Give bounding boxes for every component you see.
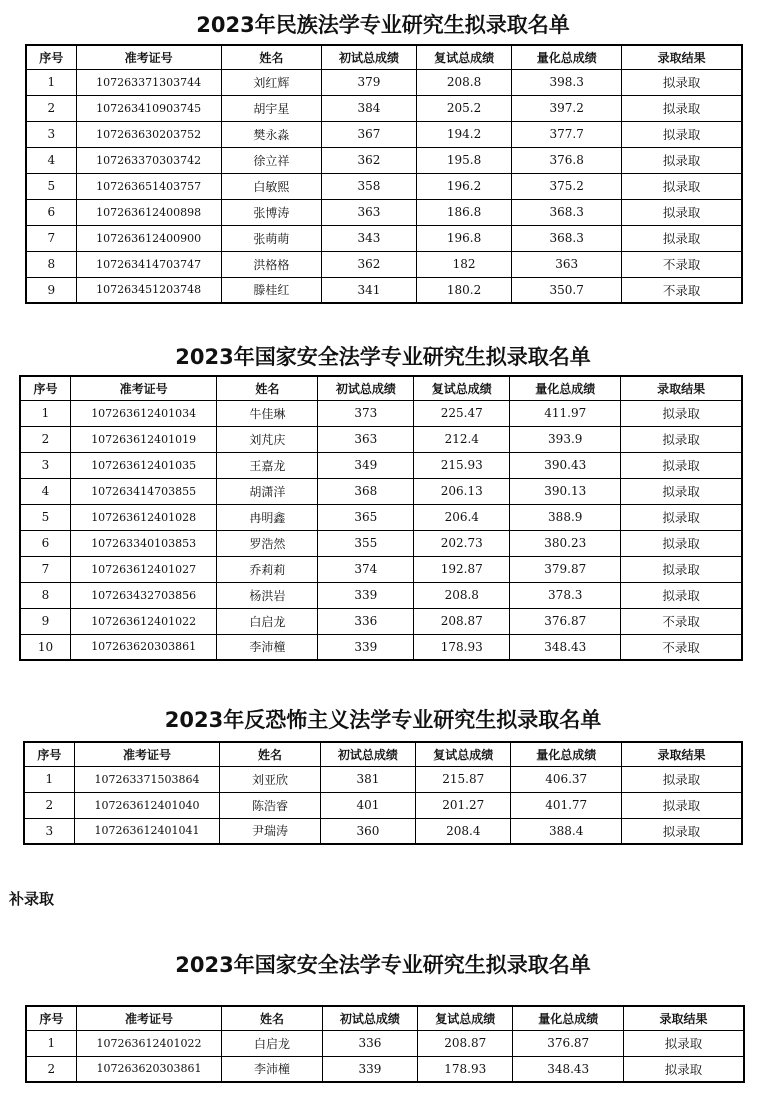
cell-prelim-score: 373 — [318, 400, 414, 426]
table-row — [26, 95, 742, 121]
cell-exam-id: 107263651403757 — [76, 173, 221, 199]
cell-name: 刘芃庆 — [217, 426, 318, 452]
header-prelim-score: 初试总成绩 — [322, 1006, 417, 1030]
cell-seq: 2 — [26, 95, 76, 121]
supplement-label: 补录取 — [9, 890, 55, 908]
section-1-table — [25, 44, 743, 304]
cell-exam-id: 107263620303861 — [70, 634, 216, 660]
cell-total-score: 401.77 — [511, 792, 621, 818]
cell-retest-score: 195.8 — [417, 147, 512, 173]
cell-prelim-score: 363 — [318, 426, 414, 452]
header-seq: 序号 — [26, 1006, 76, 1030]
cell-result: 不录取 — [621, 608, 742, 634]
cell-retest-score: 192.87 — [414, 556, 510, 582]
table-row — [26, 199, 742, 225]
cell-result: 拟录取 — [621, 582, 742, 608]
cell-exam-id: 107263451203748 — [76, 277, 221, 303]
cell-name: 张博涛 — [221, 199, 321, 225]
table-row — [26, 173, 742, 199]
cell-exam-id: 107263414703747 — [76, 251, 221, 277]
cell-exam-id: 107263612401019 — [70, 426, 216, 452]
cell-retest-score: 178.93 — [414, 634, 510, 660]
cell-seq: 5 — [26, 173, 76, 199]
cell-name: 罗浩然 — [217, 530, 318, 556]
cell-result: 不录取 — [622, 251, 742, 277]
cell-retest-score: 194.2 — [417, 121, 512, 147]
cell-exam-id: 107263612401034 — [70, 400, 216, 426]
table-row — [20, 504, 742, 530]
cell-prelim-score: 339 — [322, 1056, 417, 1082]
table-header-row — [26, 45, 742, 69]
cell-name: 白敏熙 — [221, 173, 321, 199]
cell-prelim-score: 367 — [321, 121, 416, 147]
section-1-title: 2023年民族法学专业研究生拟录取名单 — [196, 13, 570, 37]
cell-total-score: 390.43 — [510, 452, 621, 478]
cell-seq: 8 — [20, 582, 70, 608]
cell-total-score: 397.2 — [512, 95, 622, 121]
header-total-score: 量化总成绩 — [512, 45, 622, 69]
cell-total-score: 368.3 — [512, 225, 622, 251]
cell-result: 拟录取 — [621, 792, 742, 818]
header-name: 姓名 — [220, 742, 320, 766]
section-3-title: 2023年反恐怖主义法学专业研究生拟录取名单 — [164, 708, 602, 732]
cell-result: 拟录取 — [622, 225, 742, 251]
cell-seq: 1 — [26, 1030, 76, 1056]
cell-exam-id: 107263414703855 — [70, 478, 216, 504]
cell-retest-score: 202.73 — [414, 530, 510, 556]
cell-retest-score: 225.47 — [414, 400, 510, 426]
cell-exam-id: 107263612401041 — [74, 818, 220, 844]
cell-seq: 9 — [26, 277, 76, 303]
table-header-row — [24, 742, 742, 766]
table-row — [26, 147, 742, 173]
cell-seq: 8 — [26, 251, 76, 277]
cell-result: 拟录取 — [621, 478, 742, 504]
cell-prelim-score: 339 — [318, 634, 414, 660]
cell-prelim-score: 363 — [321, 199, 416, 225]
cell-exam-id: 107263612401022 — [70, 608, 216, 634]
cell-result: 拟录取 — [621, 504, 742, 530]
cell-seq: 7 — [20, 556, 70, 582]
header-result: 录取结果 — [623, 1006, 744, 1030]
header-name: 姓名 — [221, 45, 321, 69]
cell-exam-id: 107263612400898 — [76, 199, 221, 225]
cell-prelim-score: 339 — [318, 582, 414, 608]
cell-name: 白启龙 — [217, 608, 318, 634]
table-row — [24, 792, 742, 818]
cell-total-score: 379.87 — [510, 556, 621, 582]
cell-total-score: 376.8 — [512, 147, 622, 173]
cell-result: 拟录取 — [621, 530, 742, 556]
cell-result: 拟录取 — [622, 147, 742, 173]
cell-exam-id: 107263612400900 — [76, 225, 221, 251]
cell-prelim-score: 355 — [318, 530, 414, 556]
cell-result: 拟录取 — [621, 452, 742, 478]
table-row — [20, 634, 742, 660]
cell-exam-id: 107263612401027 — [70, 556, 216, 582]
table-row — [26, 121, 742, 147]
cell-exam-id: 107263340103853 — [70, 530, 216, 556]
cell-retest-score: 212.4 — [414, 426, 510, 452]
cell-result: 拟录取 — [621, 818, 742, 844]
header-total-score: 量化总成绩 — [513, 1006, 623, 1030]
cell-prelim-score: 360 — [320, 818, 415, 844]
cell-prelim-score: 336 — [322, 1030, 417, 1056]
table-row — [20, 556, 742, 582]
cell-prelim-score: 341 — [321, 277, 416, 303]
cell-result: 拟录取 — [622, 121, 742, 147]
section-2-table — [19, 375, 743, 661]
cell-name: 李沛橦 — [217, 634, 318, 660]
header-total-score: 量化总成绩 — [511, 742, 621, 766]
cell-name: 杨洪岩 — [217, 582, 318, 608]
cell-retest-score: 208.87 — [418, 1030, 513, 1056]
cell-retest-score: 208.87 — [414, 608, 510, 634]
cell-result: 拟录取 — [622, 95, 742, 121]
cell-total-score: 388.4 — [511, 818, 621, 844]
cell-exam-id: 107263612401040 — [74, 792, 220, 818]
header-result: 录取结果 — [621, 376, 742, 400]
cell-name: 乔莉莉 — [217, 556, 318, 582]
header-seq: 序号 — [24, 742, 74, 766]
cell-name: 白启龙 — [222, 1030, 322, 1056]
cell-name: 陈浩睿 — [220, 792, 320, 818]
cell-prelim-score: 362 — [321, 251, 416, 277]
cell-result: 拟录取 — [621, 766, 742, 792]
cell-result: 拟录取 — [622, 173, 742, 199]
cell-seq: 5 — [20, 504, 70, 530]
header-exam-id: 准考证号 — [76, 1006, 222, 1030]
cell-exam-id: 107263620303861 — [76, 1056, 222, 1082]
cell-result: 拟录取 — [622, 199, 742, 225]
section-2-title: 2023年国家安全法学专业研究生拟录取名单 — [175, 345, 591, 369]
cell-retest-score: 215.93 — [414, 452, 510, 478]
header-exam-id: 准考证号 — [76, 45, 221, 69]
cell-total-score: 388.9 — [510, 504, 621, 530]
cell-seq: 6 — [26, 199, 76, 225]
cell-total-score: 377.7 — [512, 121, 622, 147]
cell-seq: 2 — [20, 426, 70, 452]
cell-result: 拟录取 — [621, 426, 742, 452]
table-row — [20, 608, 742, 634]
cell-retest-score: 206.13 — [414, 478, 510, 504]
table-row — [26, 251, 742, 277]
table-header-row — [20, 376, 742, 400]
cell-name: 刘亚欣 — [220, 766, 320, 792]
cell-seq: 9 — [20, 608, 70, 634]
header-result: 录取结果 — [622, 45, 742, 69]
cell-retest-score: 180.2 — [417, 277, 512, 303]
cell-result: 拟录取 — [622, 69, 742, 95]
cell-name: 洪格格 — [221, 251, 321, 277]
header-exam-id: 准考证号 — [74, 742, 220, 766]
cell-total-score: 398.3 — [512, 69, 622, 95]
cell-name: 尹瑞涛 — [220, 818, 320, 844]
cell-seq: 1 — [26, 69, 76, 95]
cell-prelim-score: 374 — [318, 556, 414, 582]
section-4-table — [25, 1005, 745, 1083]
cell-total-score: 363 — [512, 251, 622, 277]
cell-result: 拟录取 — [623, 1030, 744, 1056]
table-row — [20, 478, 742, 504]
cell-prelim-score: 358 — [321, 173, 416, 199]
cell-exam-id: 107263371303744 — [76, 69, 221, 95]
cell-total-score: 378.3 — [510, 582, 621, 608]
cell-seq: 2 — [26, 1056, 76, 1082]
cell-name: 胡潇洋 — [217, 478, 318, 504]
cell-exam-id: 107263612401035 — [70, 452, 216, 478]
header-name: 姓名 — [222, 1006, 322, 1030]
cell-retest-score: 215.87 — [416, 766, 511, 792]
header-result: 录取结果 — [621, 742, 742, 766]
cell-seq: 2 — [24, 792, 74, 818]
cell-result: 拟录取 — [623, 1056, 744, 1082]
cell-name: 刘红辉 — [221, 69, 321, 95]
cell-name: 王嘉龙 — [217, 452, 318, 478]
cell-total-score: 411.97 — [510, 400, 621, 426]
cell-total-score: 376.87 — [510, 608, 621, 634]
header-seq: 序号 — [26, 45, 76, 69]
cell-seq: 10 — [20, 634, 70, 660]
cell-exam-id: 107263410903745 — [76, 95, 221, 121]
cell-seq: 3 — [24, 818, 74, 844]
cell-name: 滕桂红 — [221, 277, 321, 303]
header-retest-score: 复试总成绩 — [414, 376, 510, 400]
cell-name: 樊永淼 — [221, 121, 321, 147]
cell-retest-score: 206.4 — [414, 504, 510, 530]
cell-result: 拟录取 — [621, 556, 742, 582]
cell-prelim-score: 384 — [321, 95, 416, 121]
cell-prelim-score: 381 — [320, 766, 415, 792]
table-row — [20, 582, 742, 608]
cell-retest-score: 196.2 — [417, 173, 512, 199]
cell-total-score: 348.43 — [510, 634, 621, 660]
cell-total-score: 393.9 — [510, 426, 621, 452]
table-row — [26, 69, 742, 95]
section-3-table — [23, 741, 743, 845]
cell-retest-score: 186.8 — [417, 199, 512, 225]
table-header-row — [26, 1006, 744, 1030]
cell-seq: 4 — [20, 478, 70, 504]
cell-retest-score: 196.8 — [417, 225, 512, 251]
cell-name: 李沛橦 — [222, 1056, 322, 1082]
cell-exam-id: 107263432703856 — [70, 582, 216, 608]
cell-prelim-score: 336 — [318, 608, 414, 634]
cell-result: 不录取 — [621, 634, 742, 660]
header-prelim-score: 初试总成绩 — [318, 376, 414, 400]
cell-seq: 4 — [26, 147, 76, 173]
header-retest-score: 复试总成绩 — [416, 742, 511, 766]
cell-seq: 1 — [20, 400, 70, 426]
cell-total-score: 350.7 — [512, 277, 622, 303]
cell-prelim-score: 379 — [321, 69, 416, 95]
header-name: 姓名 — [217, 376, 318, 400]
cell-prelim-score: 343 — [321, 225, 416, 251]
cell-total-score: 380.23 — [510, 530, 621, 556]
cell-exam-id: 107263612401022 — [76, 1030, 222, 1056]
table-row — [20, 400, 742, 426]
table-row — [24, 766, 742, 792]
cell-total-score: 390.13 — [510, 478, 621, 504]
header-seq: 序号 — [20, 376, 70, 400]
cell-prelim-score: 349 — [318, 452, 414, 478]
header-retest-score: 复试总成绩 — [417, 45, 512, 69]
cell-retest-score: 201.27 — [416, 792, 511, 818]
table-row — [26, 1030, 744, 1056]
cell-seq: 6 — [20, 530, 70, 556]
cell-name: 冉明鑫 — [217, 504, 318, 530]
cell-total-score: 375.2 — [512, 173, 622, 199]
cell-exam-id: 107263630203752 — [76, 121, 221, 147]
header-retest-score: 复试总成绩 — [418, 1006, 513, 1030]
cell-seq: 3 — [20, 452, 70, 478]
cell-prelim-score: 365 — [318, 504, 414, 530]
cell-total-score: 406.37 — [511, 766, 621, 792]
cell-name: 张萌萌 — [221, 225, 321, 251]
cell-name: 胡宇星 — [221, 95, 321, 121]
cell-result: 不录取 — [622, 277, 742, 303]
cell-prelim-score: 368 — [318, 478, 414, 504]
cell-result: 拟录取 — [621, 400, 742, 426]
cell-total-score: 376.87 — [513, 1030, 623, 1056]
table-row — [26, 1056, 744, 1082]
section-4-title: 2023年国家安全法学专业研究生拟录取名单 — [175, 953, 591, 977]
cell-retest-score: 208.8 — [414, 582, 510, 608]
cell-exam-id: 107263612401028 — [70, 504, 216, 530]
cell-seq: 3 — [26, 121, 76, 147]
cell-retest-score: 208.4 — [416, 818, 511, 844]
cell-seq: 1 — [24, 766, 74, 792]
cell-total-score: 368.3 — [512, 199, 622, 225]
cell-retest-score: 182 — [417, 251, 512, 277]
header-prelim-score: 初试总成绩 — [320, 742, 415, 766]
table-row — [20, 426, 742, 452]
cell-prelim-score: 401 — [320, 792, 415, 818]
table-row — [26, 277, 742, 303]
table-row — [24, 818, 742, 844]
table-row — [20, 452, 742, 478]
cell-retest-score: 208.8 — [417, 69, 512, 95]
cell-seq: 7 — [26, 225, 76, 251]
table-row — [20, 530, 742, 556]
cell-exam-id: 107263371503864 — [74, 766, 220, 792]
cell-name: 牛佳琳 — [217, 400, 318, 426]
cell-retest-score: 178.93 — [418, 1056, 513, 1082]
header-total-score: 量化总成绩 — [510, 376, 621, 400]
cell-total-score: 348.43 — [513, 1056, 623, 1082]
table-row — [26, 225, 742, 251]
cell-exam-id: 107263370303742 — [76, 147, 221, 173]
cell-name: 徐立祥 — [221, 147, 321, 173]
header-prelim-score: 初试总成绩 — [321, 45, 416, 69]
header-exam-id: 准考证号 — [70, 376, 216, 400]
cell-retest-score: 205.2 — [417, 95, 512, 121]
cell-prelim-score: 362 — [321, 147, 416, 173]
